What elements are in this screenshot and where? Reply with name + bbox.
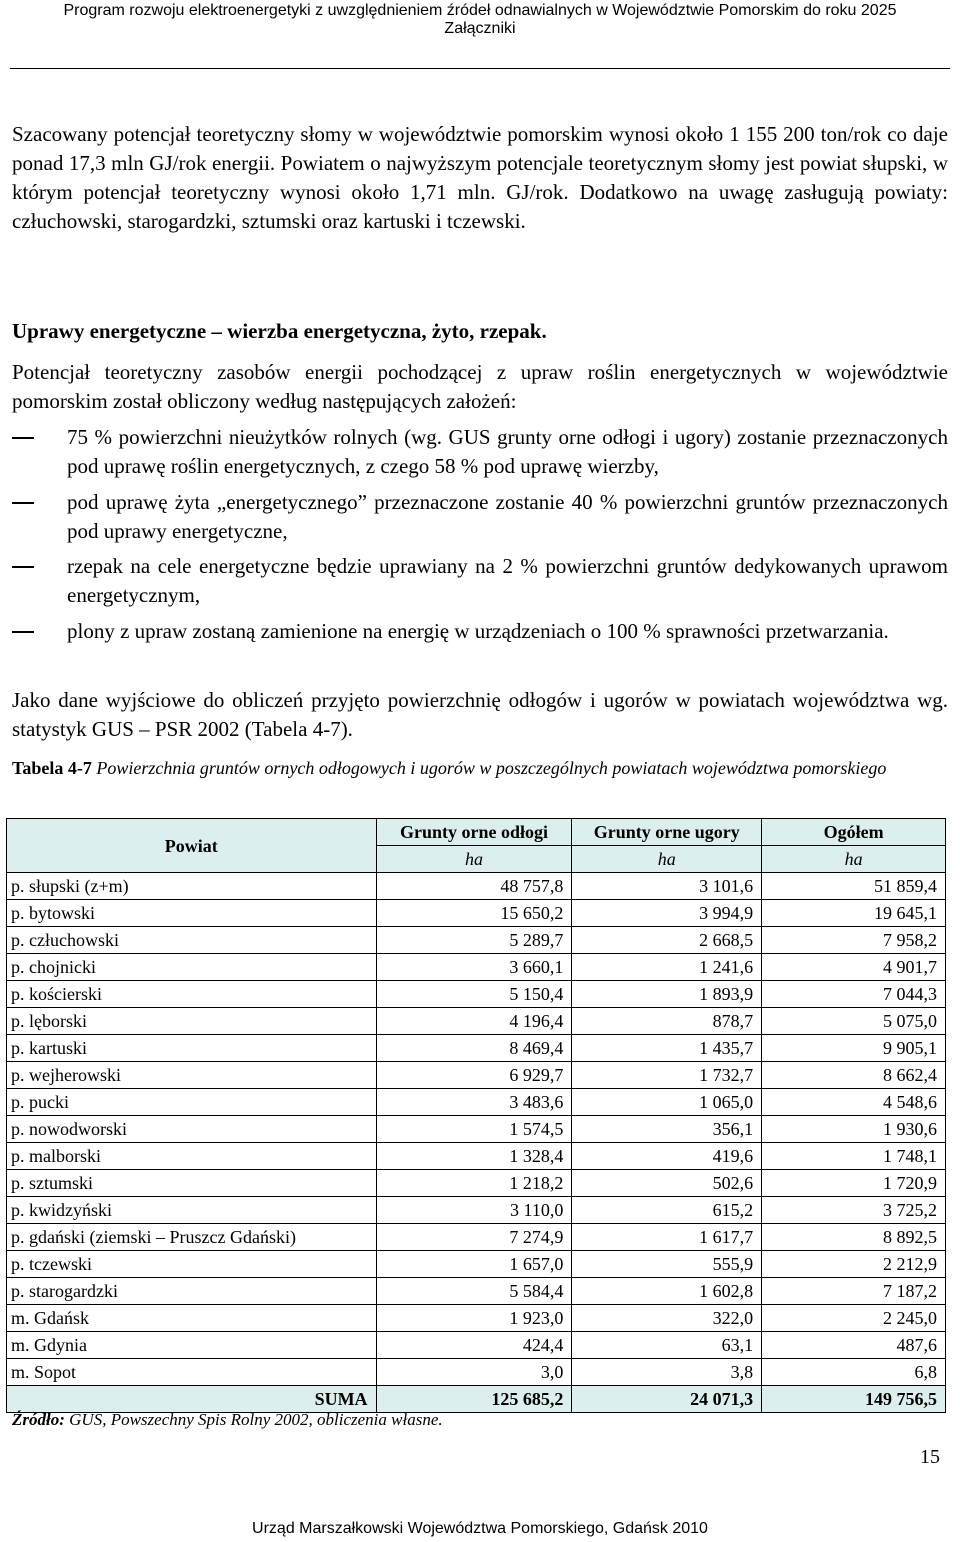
source-label: Źródło: — [12, 1410, 65, 1429]
dash-bullet-icon — [12, 617, 52, 633]
list-item — [12, 488, 948, 546]
table-row — [7, 1278, 946, 1305]
ogolem-cell: 9 905,1 — [762, 1035, 946, 1062]
header-divider — [10, 68, 950, 69]
source-text: GUS, Powszechny Spis Rolny 2002, obliczenia własne. — [69, 1410, 443, 1429]
table-row — [7, 1332, 946, 1359]
odlogi-cell: 5 289,7 — [376, 927, 572, 954]
table-row — [7, 1224, 946, 1251]
ugory-cell: 615,2 — [572, 1197, 762, 1224]
powiat-name-cell: p. kwidzyński — [7, 1197, 377, 1224]
powiat-name-cell: p. malborski — [7, 1143, 377, 1170]
ugory-cell: 1 435,7 — [572, 1035, 762, 1062]
ugory-cell: 2 668,5 — [572, 927, 762, 954]
ugory-cell: 1 602,8 — [572, 1278, 762, 1305]
odlogi-cell: 4 196,4 — [376, 1008, 572, 1035]
ugory-cell: 555,9 — [572, 1251, 762, 1278]
column-header-odlogi: Grunty orne odłogi — [376, 819, 572, 846]
ogolem-cell: 7 187,2 — [762, 1278, 946, 1305]
table-row — [7, 927, 946, 954]
ogolem-cell: 4 901,7 — [762, 954, 946, 981]
list-item-text: rzepak na cele energetyczne będzie uprawiany na 2 % powierzchni gruntów dedykowanych uprawom energetycznym, — [67, 554, 948, 607]
powiat-name-cell: p. lęborski — [7, 1008, 377, 1035]
ugory-cell: 1 893,9 — [572, 981, 762, 1008]
ogolem-cell: 8 662,4 — [762, 1062, 946, 1089]
ogolem-cell: 7 958,2 — [762, 927, 946, 954]
column-header-powiat: Powiat — [7, 819, 377, 873]
unit-label: ha — [572, 846, 762, 873]
table-row — [7, 1089, 946, 1116]
odlogi-cell: 1 574,5 — [376, 1116, 572, 1143]
table-source-note — [12, 1410, 443, 1430]
ugory-cell: 3 101,6 — [572, 873, 762, 900]
unit-label: ha — [376, 846, 572, 873]
odlogi-cell: 1 218,2 — [376, 1170, 572, 1197]
table-row — [7, 1062, 946, 1089]
sum-ogolem: 149 756,5 — [762, 1386, 946, 1413]
odlogi-cell: 7 274,9 — [376, 1224, 572, 1251]
sum-odlogi: 125 685,2 — [376, 1386, 572, 1413]
odlogi-cell: 424,4 — [376, 1332, 572, 1359]
fallow-land-table — [6, 818, 946, 1413]
ogolem-cell: 1 720,9 — [762, 1170, 946, 1197]
unit-label: ha — [762, 846, 946, 873]
ugory-cell: 63,1 — [572, 1332, 762, 1359]
list-item — [12, 423, 948, 481]
dash-bullet-icon — [12, 552, 52, 568]
odlogi-cell: 3 660,1 — [376, 954, 572, 981]
table-sum-row — [7, 1386, 946, 1413]
table-caption-label: Tabela 4-7 — [12, 758, 92, 778]
powiat-name-cell: p. gdański (ziemski – Pruszcz Gdański) — [7, 1224, 377, 1251]
odlogi-cell: 3 483,6 — [376, 1089, 572, 1116]
ogolem-cell: 51 859,4 — [762, 873, 946, 900]
paragraph-input-data: Jako dane wyjściowe do obliczeń przyjęto powierzchnię odłogów i ugorów w powiatach województwa wg. statystyk GUS – PSR 2002 (Tabela 4-7). — [12, 688, 948, 741]
paragraph-straw-potential: Szacowany potencjał teoretyczny słomy w województwie pomorskim wynosi około 1 155 200 ton/rok co daje ponad 17,3 mln GJ/rok energii. Powiatem o najwyższym potencjale teoretycznym słomy jest powiat słupski, w którym potencjał teoretyczny wynosi około 1,71 mln. GJ/rok. Dodatkowo na uwagę zasługują powiaty: człuchowski, starogardzki, sztumski oraz kartuski i tczewski. — [12, 122, 948, 233]
ogolem-cell: 7 044,3 — [762, 981, 946, 1008]
table-row — [7, 900, 946, 927]
paragraph-assumptions-intro: Potencjał teoretyczny zasobów energii pochodzącej z upraw roślin energetycznych w województwie pomorskim został obliczony według następujących założeń: — [12, 360, 948, 413]
ogolem-cell: 6,8 — [762, 1359, 946, 1386]
powiat-name-cell: p. sztumski — [7, 1170, 377, 1197]
table-row — [7, 873, 946, 900]
page-footer: Urząd Marszałkowski Województwa Pomorskiego, Gdańsk 2010 — [252, 1520, 708, 1537]
powiat-name-cell: p. bytowski — [7, 900, 377, 927]
odlogi-cell: 15 650,2 — [376, 900, 572, 927]
powiat-name-cell: p. kartuski — [7, 1035, 377, 1062]
list-item — [12, 617, 948, 646]
table-row — [7, 1170, 946, 1197]
table-row — [7, 1251, 946, 1278]
ugory-cell: 1 065,0 — [572, 1089, 762, 1116]
table-row — [7, 1035, 946, 1062]
table-row — [7, 1359, 946, 1386]
ugory-cell: 356,1 — [572, 1116, 762, 1143]
table-row — [7, 1197, 946, 1224]
powiat-name-cell: p. człuchowski — [7, 927, 377, 954]
odlogi-cell: 48 757,8 — [376, 873, 572, 900]
powiat-name-cell: p. tczewski — [7, 1251, 377, 1278]
list-item-text: pod uprawę żyta „energetycznego” przeznaczone zostanie 40 % powierzchni gruntów przeznaczonych pod uprawy energetyczne, — [67, 490, 948, 543]
table-row — [7, 981, 946, 1008]
powiat-name-cell: p. pucki — [7, 1089, 377, 1116]
table-body — [7, 873, 946, 1386]
odlogi-cell: 6 929,7 — [376, 1062, 572, 1089]
ogolem-cell: 19 645,1 — [762, 900, 946, 927]
ogolem-cell: 1 748,1 — [762, 1143, 946, 1170]
column-header-ugory: Grunty orne ugory — [572, 819, 762, 846]
powiat-name-cell: p. słupski (z+m) — [7, 873, 377, 900]
ugory-cell: 3,8 — [572, 1359, 762, 1386]
sum-label: SUMA — [7, 1386, 377, 1413]
powiat-name-cell: p. nowodworski — [7, 1116, 377, 1143]
ogolem-cell: 3 725,2 — [762, 1197, 946, 1224]
ugory-cell: 3 994,9 — [572, 900, 762, 927]
list-item — [12, 552, 948, 610]
powiat-name-cell: p. chojnicki — [7, 954, 377, 981]
list-item-text: 75 % powierzchni nieużytków rolnych (wg. GUS grunty orne odłogi i ugory) zostanie przeznaczonych pod uprawę roślin energetycznych, z czego 58 % pod uprawę wierzby, — [67, 425, 948, 478]
odlogi-cell: 5 150,4 — [376, 981, 572, 1008]
odlogi-cell: 1 657,0 — [376, 1251, 572, 1278]
section-heading: Uprawy energetyczne – wierzba energetyczna, żyto, rzepak. — [12, 319, 547, 343]
table-row — [7, 1305, 946, 1332]
ugory-cell: 1 241,6 — [572, 954, 762, 981]
odlogi-cell: 1 328,4 — [376, 1143, 572, 1170]
odlogi-cell: 8 469,4 — [376, 1035, 572, 1062]
header-title: Program rozwoju elektroenergetyki z uwzględnieniem źródeł odnawialnych w Województwie Pomorskim do roku 2025 — [63, 2, 897, 19]
ugory-cell: 322,0 — [572, 1305, 762, 1332]
ogolem-cell: 5 075,0 — [762, 1008, 946, 1035]
table-row — [7, 1116, 946, 1143]
table-row — [7, 1008, 946, 1035]
odlogi-cell: 1 923,0 — [376, 1305, 572, 1332]
ogolem-cell: 4 548,6 — [762, 1089, 946, 1116]
dash-bullet-icon — [12, 488, 52, 504]
ugory-cell: 419,6 — [572, 1143, 762, 1170]
sum-ugory: 24 071,3 — [572, 1386, 762, 1413]
ugory-cell: 1 732,7 — [572, 1062, 762, 1089]
odlogi-cell: 5 584,4 — [376, 1278, 572, 1305]
ogolem-cell: 8 892,5 — [762, 1224, 946, 1251]
table-row — [7, 954, 946, 981]
powiat-name-cell: p. starogardzki — [7, 1278, 377, 1305]
powiat-name-cell: m. Sopot — [7, 1359, 377, 1386]
ogolem-cell: 487,6 — [762, 1332, 946, 1359]
ogolem-cell: 1 930,6 — [762, 1116, 946, 1143]
powiat-name-cell: p. wejherowski — [7, 1062, 377, 1089]
powiat-name-cell: p. kościerski — [7, 981, 377, 1008]
powiat-name-cell: m. Gdańsk — [7, 1305, 377, 1332]
ugory-cell: 878,7 — [572, 1008, 762, 1035]
page-number: 15 — [920, 1446, 940, 1468]
column-header-ogolem: Ogółem — [762, 819, 946, 846]
ugory-cell: 1 617,7 — [572, 1224, 762, 1251]
table-caption-title: Powierzchnia gruntów ornych odłogowych i ugorów w poszczególnych powiatach województwa pomorskiego — [96, 758, 887, 778]
ogolem-cell: 2 212,9 — [762, 1251, 946, 1278]
table-caption — [12, 757, 948, 780]
ugory-cell: 502,6 — [572, 1170, 762, 1197]
dash-bullet-icon — [12, 423, 52, 439]
table-row — [7, 1143, 946, 1170]
header-subtitle: Załączniki — [444, 20, 516, 37]
list-item-text: plony z upraw zostaną zamienione na energię w urządzeniach o 100 % sprawności przetwarzania. — [67, 619, 889, 643]
odlogi-cell: 3,0 — [376, 1359, 572, 1386]
ogolem-cell: 2 245,0 — [762, 1305, 946, 1332]
odlogi-cell: 3 110,0 — [376, 1197, 572, 1224]
powiat-name-cell: m. Gdynia — [7, 1332, 377, 1359]
